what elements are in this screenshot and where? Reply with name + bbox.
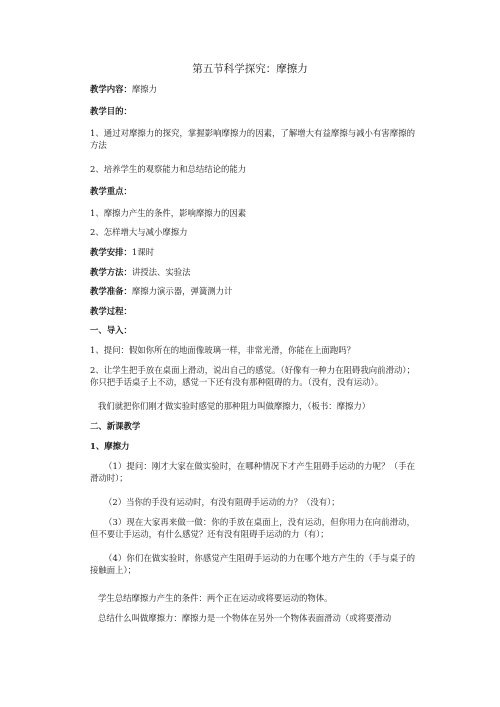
process-label: 教学过程： bbox=[90, 306, 132, 316]
intro-item-3: 我们就把你们刚才做实验时感觉的那种阻力叫做摩擦力，（板书：摩擦力） bbox=[98, 401, 371, 411]
question-4: （4）你们在做实验时，你感觉产生阻碍手运动的力在哪个地方产生的（手与桌子的接触面上）； bbox=[90, 553, 415, 575]
intro-heading: 一、导入： bbox=[90, 325, 132, 335]
new-lesson-heading: 二、新课教学 bbox=[90, 421, 141, 431]
intro-item-1: 1、提问：假如你所在的地面像玻璃一样，非常光滑，你能在上面跑吗？ bbox=[90, 345, 355, 355]
goal-item-2: 2、培养学生的观察能力和总结结论的能力 bbox=[90, 164, 247, 174]
intro-item-2: 2、让学生把手放在桌面上滑动，说出自己的感觉。（好像有一种力在阻碍我向前滑动）；你只把手话桌子上不动，感觉一下还有没有那种阻碍的力。（没有，没有运动）。 bbox=[90, 365, 415, 387]
prep-row bbox=[90, 285, 415, 297]
question-3: （3）现在大家再来做一做：你的手放在桌面上，没有运动，但你用力在向前滑动，但不要让手运动，有什么感觉？还有没有阻碍手运动的力（有）； bbox=[90, 517, 415, 539]
goals-label: 教学目的： bbox=[90, 106, 132, 116]
content-row bbox=[90, 83, 415, 95]
prep-value: 摩擦力演示器，弹簧测力计 bbox=[131, 286, 233, 296]
methods-label: 教学方法： bbox=[90, 267, 132, 277]
key-points-label: 教学重点： bbox=[90, 186, 132, 196]
friction-subheading: 1、摩擦力 bbox=[90, 441, 130, 451]
goal-item-1: 1、通过对摩擦力的探究，掌握影响摩擦力的因素，了解增大有益摩擦与减小有害摩擦的方法 bbox=[90, 128, 415, 150]
content-label: 教学内容： bbox=[90, 84, 132, 94]
question-1: （1）提问：刚才大家在做实验时，在哪种情况下才产生阻碍手运动的力呢？（手在滑动时）； bbox=[90, 461, 415, 483]
key-point-1: 1、摩擦力产生的条件，影响摩擦力的因素 bbox=[90, 208, 247, 218]
methods-row bbox=[90, 266, 415, 278]
prep-label: 教学准备： bbox=[90, 286, 132, 296]
page-title: 第五节科学探究：摩擦力 bbox=[192, 63, 308, 75]
content-value: 摩擦力 bbox=[131, 84, 157, 94]
schedule-value: 1课时 bbox=[131, 247, 154, 257]
schedule-label: 教学安排： bbox=[90, 247, 132, 257]
key-point-2: 2、怎样增大与减小摩擦力 bbox=[90, 227, 188, 237]
summary-conditions: 学生总结摩擦力产生的条件：两个正在运动或将要运动的物体。 bbox=[98, 593, 333, 603]
methods-value: 讲授法、实验法 bbox=[131, 267, 191, 277]
question-2: （2）当你的手没有运动时，有没有阻碍手运动的力？（没有）； bbox=[104, 497, 340, 507]
schedule-row bbox=[90, 246, 415, 258]
summary-definition: 总结什么叫做摩擦力：摩擦力是一个物体在另外一个物体表面滑动（或将要滑动 bbox=[98, 613, 392, 623]
